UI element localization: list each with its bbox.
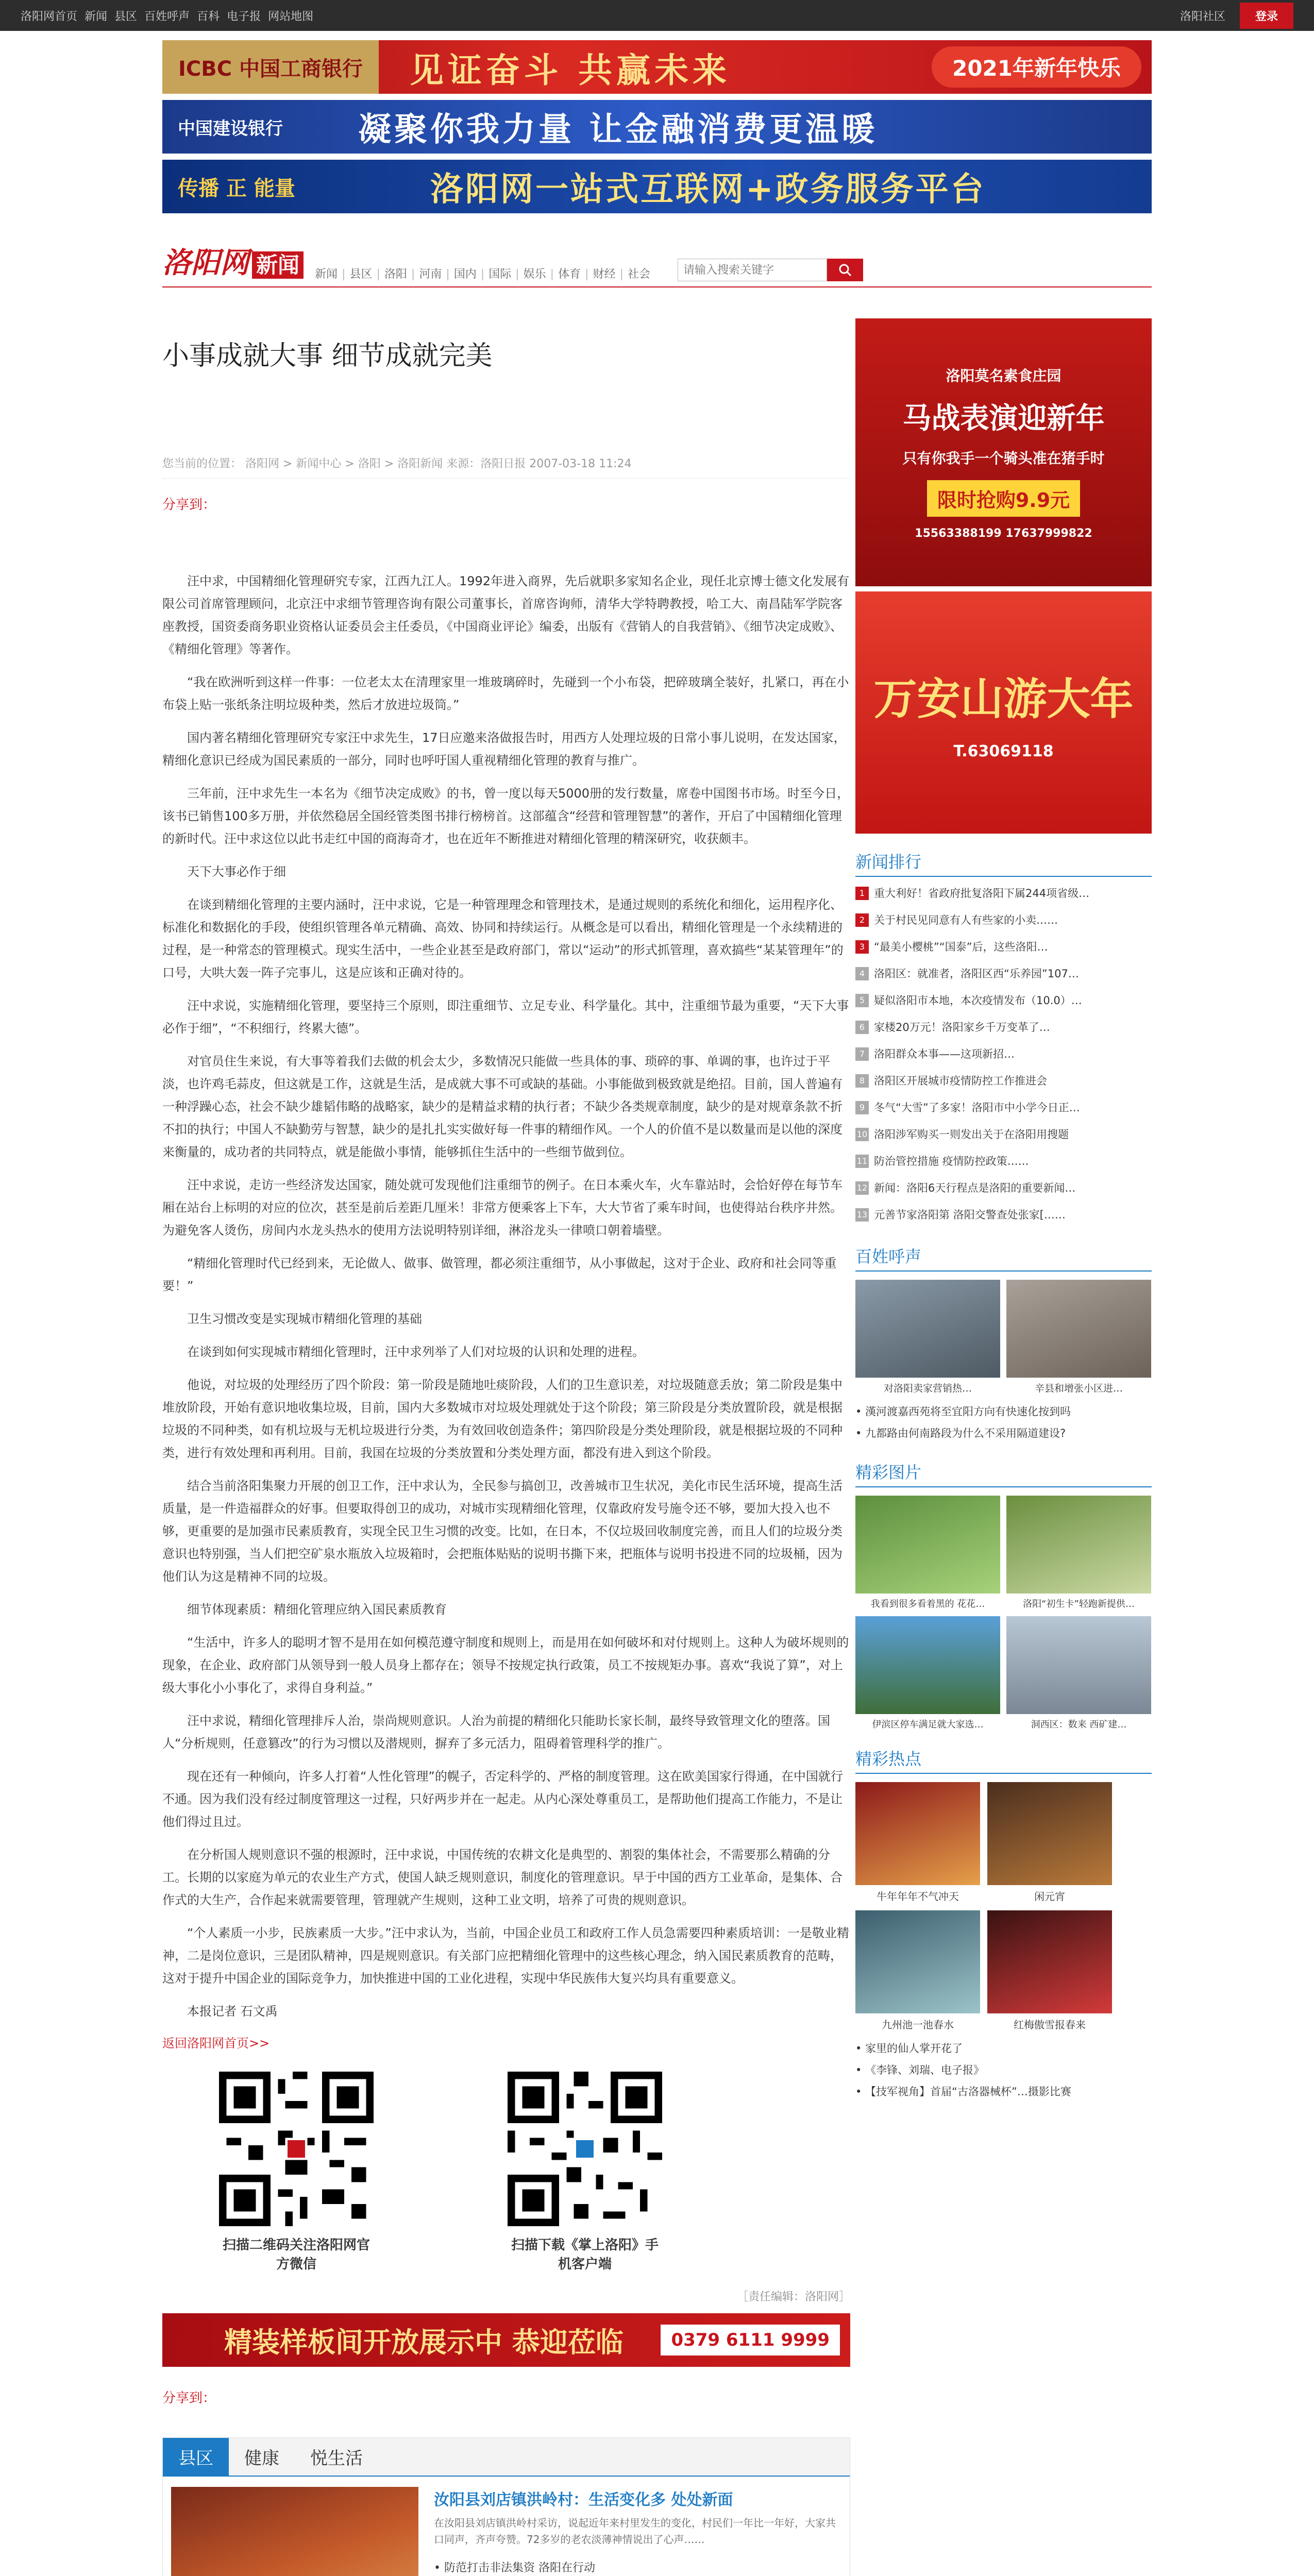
sidebar-ad-horse-show[interactable] [855, 318, 1152, 586]
subheading: 卫生习惯改变是实现城市精细化管理的基础 [187, 1312, 422, 1326]
ccb-slogan: 凝聚你我力量 让金融消费更温暖 [358, 111, 878, 149]
gallery-item[interactable] [1006, 1616, 1151, 1731]
share-label[interactable]: 分享到： [162, 497, 216, 513]
hot-item[interactable] [855, 1782, 980, 1903]
ccb-banner[interactable] [162, 100, 1152, 154]
news-rank-list [855, 880, 1152, 1228]
rank-text[interactable]: “最美小樱桃”“国泰”后，这些洛阳… [874, 941, 1048, 953]
gallery-caption[interactable]: 洞西区：数来 西矿建… [1031, 1719, 1127, 1730]
rank-text[interactable]: 家楼20万元！洛阳家乡千万变革了… [874, 1021, 1050, 1033]
icbc-slogan: 见证奋斗 共赢未来 [410, 50, 731, 90]
list-item[interactable]: • 漢河渡嘉西苑将至宜阳方向有快速化按到吗 [855, 1401, 1152, 1422]
paragraph: “个人素质一小步，民族素质一大步。”汪中求认为，当前，中国企业员工和政府工作人员急需要四种素质培训：一是敬业精神，二是岗位意识，三是团队精神，四是规则意识。有关部门应把精细化管理中的这些核心理念，纳入国民素质教育的范畴，这对于提升中国企业的国际竞争力，加快推进中国的工业化进程，实现中华民族伟大复兴均具有重要意义。 [162, 1926, 849, 1986]
nav-item-society[interactable]: | 社会 [620, 265, 650, 281]
hot-item[interactable] [987, 1782, 1112, 1903]
rank-text[interactable]: 关于村民见同意有人有些家的小卖…… [874, 914, 1058, 926]
hot-image[interactable] [987, 1782, 1112, 1885]
voice-image[interactable] [1006, 1280, 1151, 1378]
rank-text[interactable]: 冬气“大雪”了多家！洛阳市中小学今日正… [874, 1101, 1080, 1114]
list-item[interactable]: • 九都路由何南路段为什么不采用隔道建设? [855, 1422, 1152, 1444]
article-body [162, 570, 850, 2023]
article-meta: 您当前的位置： 洛阳网 > 新闻中心 > 洛阳 > 洛阳新闻 来源：洛阳日报 2007-03-18 11:24 [162, 455, 850, 479]
wechat-qr-code [219, 2072, 374, 2226]
paragraph: 汪中求，中国精细化管理研究专家，江西九江人。1992年进入商界，先后就职多家知名企业，现任北京博士德文化发展有限公司首席管理顾问，北京汪中求细节管理咨询有限公司董事长，首席咨询师，清华大学特聘教授，哈工大、南昌陆军学院客座教授，国资委商务职业资格认证委员会主任委员，《中国商业评论》编委，出版有《营销人的自我营销》、《细节决定成败》、《精细化管理》等著作。 [162, 574, 850, 656]
ccb-logo: 中国建设银行 [178, 118, 283, 139]
voice-caption[interactable]: 对洛阳卖家营销热… [883, 1383, 972, 1394]
top-links [21, 8, 313, 24]
paragraph: 汪中求说，实施精细化管理，要坚持三个原则，即注重细节、立足专业、科学量化。其中，注重细节最为重要，“天下大事必作于细”，“不积细行，终累大德”。 [162, 998, 849, 1036]
gov-banner-slogan: 洛阳网一站式互联网+政务服务平台 [430, 171, 986, 209]
gallery-caption[interactable]: 我看到很多看着黑的 花花… [870, 1599, 985, 1609]
rank-badge: 4 [855, 967, 869, 980]
hot-topics-grid [855, 1782, 1152, 2031]
tab-life[interactable]: 悦生活 [310, 2448, 363, 2469]
top-link-news[interactable]: 新闻 [85, 10, 108, 23]
list-item[interactable] [855, 1148, 1152, 1175]
tab-headline[interactable]: 汝阳县刘店镇洪岭村：生活变化多 处处新面 [434, 2491, 733, 2509]
nav-item-intl[interactable]: | 国际 [481, 265, 511, 281]
channel-nav [315, 265, 650, 281]
sidebar [855, 318, 1152, 2103]
top-link-county[interactable]: 县区 [114, 10, 138, 23]
sidebar-ad-wanan[interactable] [855, 591, 1152, 834]
hot-item[interactable] [855, 1910, 980, 2031]
hot-image[interactable] [855, 1782, 980, 1885]
search-button[interactable] [827, 259, 863, 281]
nav-item-sports[interactable]: | 体育 [550, 265, 581, 281]
rank-badge: 9 [855, 1101, 869, 1114]
news-rank-title: 新闻排行 [855, 849, 1152, 877]
paragraph: “精细化管理时代已经到来，无论做人、做事、做管理，都必须注重细节，从小事做起，这对于企业、政府和社会同等重要！” [162, 1256, 837, 1293]
rank-text[interactable]: 疑似洛阳市本地，本次疫情发布（10.0）… [874, 994, 1082, 1007]
tab-bar [163, 2438, 850, 2477]
nav-item-luoyang[interactable]: | 洛阳 [376, 265, 407, 281]
site-header [162, 236, 1152, 287]
rank-text[interactable]: 新闻：洛阳6天行程点是洛阳的重要新闻… [874, 1182, 1076, 1194]
tab-county[interactable]: 县区 [163, 2438, 229, 2476]
list-item[interactable] [855, 1014, 1152, 1041]
site-logo[interactable] [162, 240, 304, 281]
gov-banner-left: 传播 正 能量 [178, 176, 295, 200]
voice-image[interactable] [855, 1280, 1000, 1378]
list-item[interactable] [855, 987, 1152, 1014]
tab-feature-image[interactable] [171, 2487, 418, 2576]
top-bar [0, 0, 1314, 31]
rank-text[interactable]: 元善节家洛阳第 洛阳交警查处张家[…… [874, 1209, 1066, 1221]
ad1-price: 限时抢购9.9元 [927, 480, 1080, 517]
rank-text[interactable]: 防治管控措施 疫情防控政策…… [874, 1155, 1029, 1167]
rank-badge: 10 [855, 1128, 869, 1141]
icbc-banner[interactable] [162, 40, 1152, 94]
paragraph: “生活中，许多人的聪明才智不是用在如何模范遵守制度和规则上，而是用在如何破坏和对付规则上。这种人为破坏规则的现象，在企业、政府部门从领导到一般人员身上都存在；领导不按规定执行政策，员工不按规矩办事。喜欢“我说了算”，对上级大事化小小事化了，求得自身利益。” [162, 1635, 849, 1695]
rank-badge: 7 [855, 1047, 869, 1061]
list-item[interactable]: • 家里的仙人掌开花了 [855, 2038, 1152, 2059]
hot-image[interactable] [855, 1910, 980, 2013]
hot-caption[interactable]: 九州池一池春水 [882, 2019, 954, 2031]
rank-text[interactable]: 洛阳涉军购买一则发出关于在洛阳用搜题 [874, 1128, 1069, 1141]
paragraph: “我在欧洲听到这样一件事：一位老太太在清理家里一堆玻璃碎时，先碰到一个小布袋，把碎玻璃全装好，扎紧口，再在小布袋上贴一张纸条注明垃圾种类，然后才放进垃圾筒。” [162, 675, 849, 712]
paragraph: 结合当前洛阳集聚力开展的创卫工作，汪中求认为，全民参与搞创卫，改善城市卫生状况，美化市民生活环境，提高生活质量，是一件造福群众的好事。但要取得创卫的成功，对城市实现精细化管理，仅靠政府发号施令还不够，要加大投入也不够，更重要的是加强市民素质教育，实现全民卫生习惯的改变。比如，在日本，不仅垃圾回收制度完善，而且人们的垃圾分类意识也特别强，当人们把空矿泉水瓶放入垃圾箱时，会把瓶体贴贴的说明书撕下来，把瓶体与说明书投进不同的垃圾桶，因为他们认为这是精神不同的垃圾。 [162, 1479, 843, 1584]
rank-badge: 8 [855, 1074, 869, 1088]
nav-item-domestic[interactable]: | 国内 [446, 265, 476, 281]
rank-badge: 1 [855, 887, 869, 900]
article-column [162, 293, 850, 2576]
rank-text[interactable]: 洛阳区开展城市疫情防控工作推进会 [874, 1075, 1047, 1087]
logo-badge: 新闻 [252, 251, 304, 279]
gallery-image[interactable] [1006, 1616, 1151, 1714]
public-voice-title: 百姓呼声 [855, 1244, 1152, 1272]
paragraph: 在谈到精细化管理的主要内涵时，汪中求说，它是一种管理理念和管理技术，是通过规则的系统化和细化，运用程序化、标准化和数据化的手段，使组织管理各单元精确、高效、协同和持续运行。从概念是可以看出，精细化管理是一个永续精进的过程，是一种常态的管理模式。现实生活中，一些企业甚至是政府部门，常以“运动”的形式抓管理，喜欢搞些“某某管理年”的口号，大哄大轰一阵子完事儿，这是应该和正确对待的。 [162, 897, 844, 980]
list-item[interactable] [855, 934, 1152, 960]
hot-image[interactable] [987, 1910, 1112, 2013]
qr-row [219, 2072, 850, 2273]
realestate-ad[interactable] [162, 2313, 850, 2367]
community-link[interactable]: 洛阳社区 [1180, 10, 1225, 23]
gov-service-banner[interactable] [162, 160, 1152, 213]
hot-caption[interactable]: 闲元宵 [1034, 1890, 1065, 1903]
gallery-item[interactable] [855, 1616, 1000, 1731]
icbc-logo: ICBC 中国工商银行 [162, 40, 379, 94]
ad1-line1: 洛阳莫名素食庄园 [946, 367, 1062, 384]
gallery-image[interactable] [855, 1496, 1000, 1594]
hot-caption[interactable]: 红梅傲雪报春来 [1014, 2019, 1086, 2031]
top-link-epaper[interactable]: 电子报 [227, 10, 261, 23]
list-item[interactable] [855, 1175, 1152, 1201]
list-item[interactable]: • 《李锋、刘瑞、电子报》 [855, 2059, 1152, 2081]
page-wrap [162, 40, 1152, 2576]
top-link-home[interactable]: 洛阳网首页 [21, 10, 78, 23]
nav-item-county[interactable]: | 县区 [342, 265, 372, 281]
rank-badge: 11 [855, 1155, 869, 1168]
editor-credit: ［责任编辑：洛阳网］ [736, 2291, 850, 2303]
search-box [678, 259, 863, 281]
paragraph: 汪中求说，走访一些经济发达国家，随处就可发现他们注重细节的例子。在日本乘火车，火车靠站时，会恰好停在每节车厢在站台上标明的对应的位次，甚至是前后差距几厘米！非常方便乘客上下车，大大节省了乘车时间，也使得站台秩序井然。为避免客人烫伤，房间内水龙头热水的使用方法说明特别详细，淋浴龙头一律喷口朝着墙壁。 [162, 1178, 843, 1238]
search-icon [838, 263, 852, 277]
rank-text[interactable]: 洛阳区：就准者，洛阳区西“乐养园”107… [874, 968, 1079, 980]
rank-badge: 13 [855, 1208, 869, 1222]
gallery-item[interactable] [855, 1496, 1000, 1610]
share-label-bottom[interactable]: 分享到： [162, 2391, 216, 2406]
subheading: 细节体现素质：精细化管理应纳入国民素质教育 [187, 1602, 447, 1617]
ad1-line3: 只有你我手一个骑头准在猪手时 [902, 450, 1105, 467]
wechat-qr-caption: 扫描二维码关注洛阳网官方微信 [222, 2238, 370, 2272]
tab-health[interactable]: 健康 [244, 2448, 279, 2469]
list-item[interactable] [855, 960, 1152, 987]
rank-badge: 5 [855, 994, 869, 1007]
realestate-ad-phone: 0379 6111 9999 [661, 2325, 840, 2355]
nav-item-finance[interactable]: | 财经 [585, 265, 615, 281]
rank-badge: 12 [855, 1181, 869, 1195]
tab-link-list [434, 2558, 841, 2576]
app-qr [508, 2072, 662, 2273]
top-link-sitemap[interactable]: 网站地图 [268, 10, 314, 23]
hot-topics-list [855, 2038, 1152, 2103]
list-item[interactable] [855, 880, 1152, 907]
voice-caption[interactable]: 辛县和增张小区进… [1034, 1383, 1123, 1394]
list-item[interactable] [855, 1121, 1152, 1148]
icbc-tag: 2021年新年快乐 [932, 46, 1141, 88]
ad2-title: 万安山游大年 [873, 674, 1134, 724]
tab-summary: 在汝阳县刘店镇洪岭村采访，说起近年来村里发生的变化，村民们一年比一年好，大家共口同声，齐声夸赞。72多岁的老农淡薄神情说出了心声…… [434, 2517, 836, 2546]
app-qr-caption: 扫描下载《掌上洛阳》手机客户端 [511, 2238, 659, 2272]
list-item[interactable] [855, 907, 1152, 934]
gallery-image[interactable] [1006, 1496, 1151, 1594]
list-item[interactable] [855, 1094, 1152, 1121]
nav-item-henan[interactable]: | 河南 [411, 265, 442, 281]
list-item[interactable] [855, 1041, 1152, 1067]
gallery-item[interactable] [1006, 1496, 1151, 1610]
gallery-title: 精彩图片 [855, 1460, 1152, 1487]
list-item[interactable] [855, 1201, 1152, 1228]
wechat-qr [219, 2072, 374, 2273]
paragraph: 在谈到如何实现城市精细化管理时，汪中求列举了人们对垃圾的认识和处理的进程。 [187, 1345, 645, 1359]
gallery-image[interactable] [855, 1616, 1000, 1714]
nav-item-news[interactable]: 新闻 [315, 268, 338, 281]
paragraph: 三年前，汪中求先生一本名为《细节决定成败》的书，曾一度以每天5000册的发行数量，席卷中国图书市场。时至今日，该书已销售100多万册，并依然稳居全国经管类图书排行榜榜首。这部蕴含“经营和管理智慧”的著作，开启了中国精细化管理的新时代。汪中求这位以此书走红中国的商海奇才，也在近年不断推进对精细化管理的精深研究，收获颇丰。 [162, 786, 850, 846]
search-input[interactable] [678, 259, 827, 281]
public-voice-images [855, 1280, 1152, 1395]
rank-badge: 2 [855, 913, 869, 927]
rank-text[interactable]: 洛阳群众本事——这项新招… [874, 1048, 1015, 1060]
realestate-ad-slogan: 精装样板间开放展示中 恭迎莅临 [224, 2326, 624, 2359]
gallery-caption[interactable]: 伊滨区停车满足就大家选… [872, 1719, 984, 1730]
top-link-voice[interactable]: 百姓呼声 [144, 10, 190, 23]
top-link-wiki[interactable]: 百科 [197, 10, 220, 23]
paragraph: 他说，对垃圾的处理经历了四个阶段：第一阶段是随地吐痰阶段，人们的卫生意识差，对垃圾随意丢放；第二阶段是集中堆放阶段，开始有意识地收集垃圾，目前，国内大多数城市对垃圾处理就处于这个阶段；第三阶段是分类放置阶段，就是根据垃圾的不同种类，如有机垃圾与无机垃圾进行分类，为有效回收创造条件；第四阶段是分类处理阶段，就是根据垃圾的不同种类，进行有效处理和再利用。目前，我国在垃圾的分类放置和分类处理方面，都没有进入到这个阶段。 [162, 1378, 843, 1460]
list-item[interactable] [855, 1067, 1152, 1094]
app-qr-code [508, 2072, 662, 2226]
list-item[interactable]: • 【技军视角】首届“古洛器械杯”…摄影比赛 [855, 2081, 1152, 2103]
rank-text[interactable]: 重大利好！省政府批复洛阳下属244项省级… [874, 887, 1090, 900]
tab-panel [163, 2477, 850, 2576]
logo-text: 洛阳网 [162, 246, 249, 280]
paragraph: 在分析国人规则意识不强的根源时，汪中求说，中国传统的农耕文化是典型的、割裂的集体社会，不需要那么精确的分工。长期的以家庭为单元的农业生产方式，使国人缺乏规则意识，制度化的管理意识。早于中国的西方工业革命，是集体、合作式的大生产，合作起来就需要管理，管理就产生规则，这种工业文明，培养了可贵的规则意识。 [162, 1848, 843, 1907]
subheading: 天下大事必作于细 [187, 865, 286, 879]
gallery-caption[interactable]: 洛阳“初生卡”轻跑新提供… [1023, 1599, 1135, 1609]
ad2-tel: T.63069118 [953, 742, 1054, 760]
back-home-link[interactable]: 返回洛阳网首页>> [162, 2036, 270, 2050]
paragraph: 国内著名精细化管理研究专家汪中求先生，17日应邀来洛做报告时，用西方人处理垃圾的日常小事儿说明，在发达国家，精细化意识已经成为国民素质的一部分，同时也呼吁国人重视精细化管理的教育与推广。 [162, 731, 846, 768]
paragraph: 对官员住生来说，有大事等着我们去做的机会太少，多数情况只能做一些具体的事、琐碎的事、单调的事，也许过于平淡，也许鸡毛蒜皮，但这就是工作，这就是生活，是成就大事不可或缺的基础。小事能做到极致就是绝招。目前，国人普遍有一种浮躁心态，社会不缺少雄韬伟略的战略家，缺少的是精益求精的执行者；不缺少各类规章制度，缺少的是对规章条款不折不扣的执行；中国人不缺勤劳与智慧，缺少的是扎扎实实做好每一件事的精细作风。一个人的价值不是以数量而是以他的深度来衡量的，成功者的共同特点，就是能做小事情，能够抓住生活中的一些细节做到位。 [162, 1054, 843, 1159]
related-tabs [162, 2437, 850, 2576]
hot-item[interactable] [987, 1910, 1112, 2031]
ad1-line2: 马战表演迎新年 [902, 402, 1105, 435]
nav-item-ent[interactable]: | 娱乐 [515, 265, 546, 281]
hot-caption[interactable]: 牛年年年不气冲天 [877, 1890, 959, 1903]
list-item[interactable]: • 防范打击非法集资 洛阳在行动 [434, 2558, 841, 2576]
rank-badge: 6 [855, 1021, 869, 1034]
voice-item[interactable] [1006, 1280, 1151, 1395]
login-button[interactable]: 登录 [1240, 3, 1293, 29]
gallery-grid [855, 1496, 1152, 1731]
rank-badge: 3 [855, 940, 869, 954]
ad1-tel: 15563388199 17637999822 [915, 527, 1092, 540]
paragraph: 汪中求说，精细化管理排斥人治，崇尚规则意识。人治为前提的精细化只能助长家长制，最终导致管理文化的堕落。国人“分析规则，任意篡改”的行为习惯以及潜规则，摒弃了多元活力，阻碍着管理科学的推广。 [162, 1714, 830, 1751]
hot-topics-title: 精彩热点 [855, 1746, 1152, 1774]
voice-item[interactable] [855, 1280, 1000, 1395]
reporter-byline: 本报记者 石文禹 [187, 2004, 278, 2019]
public-voice-list [855, 1401, 1152, 1444]
article-title: 小事成就大事 细节成就完美 [162, 341, 493, 371]
paragraph: 现在还有一种倾向，许多人打着“人性化管理”的幌子，否定科学的、严格的制度管理。这在欧美国家行得通，在中国就行不通。因为我们没有经过制度管理这一过程，只好两步并在一起走。从内心深处尊重员工，是帮助他们提高工作能力，不是让他们得过且过。 [162, 1769, 843, 1829]
